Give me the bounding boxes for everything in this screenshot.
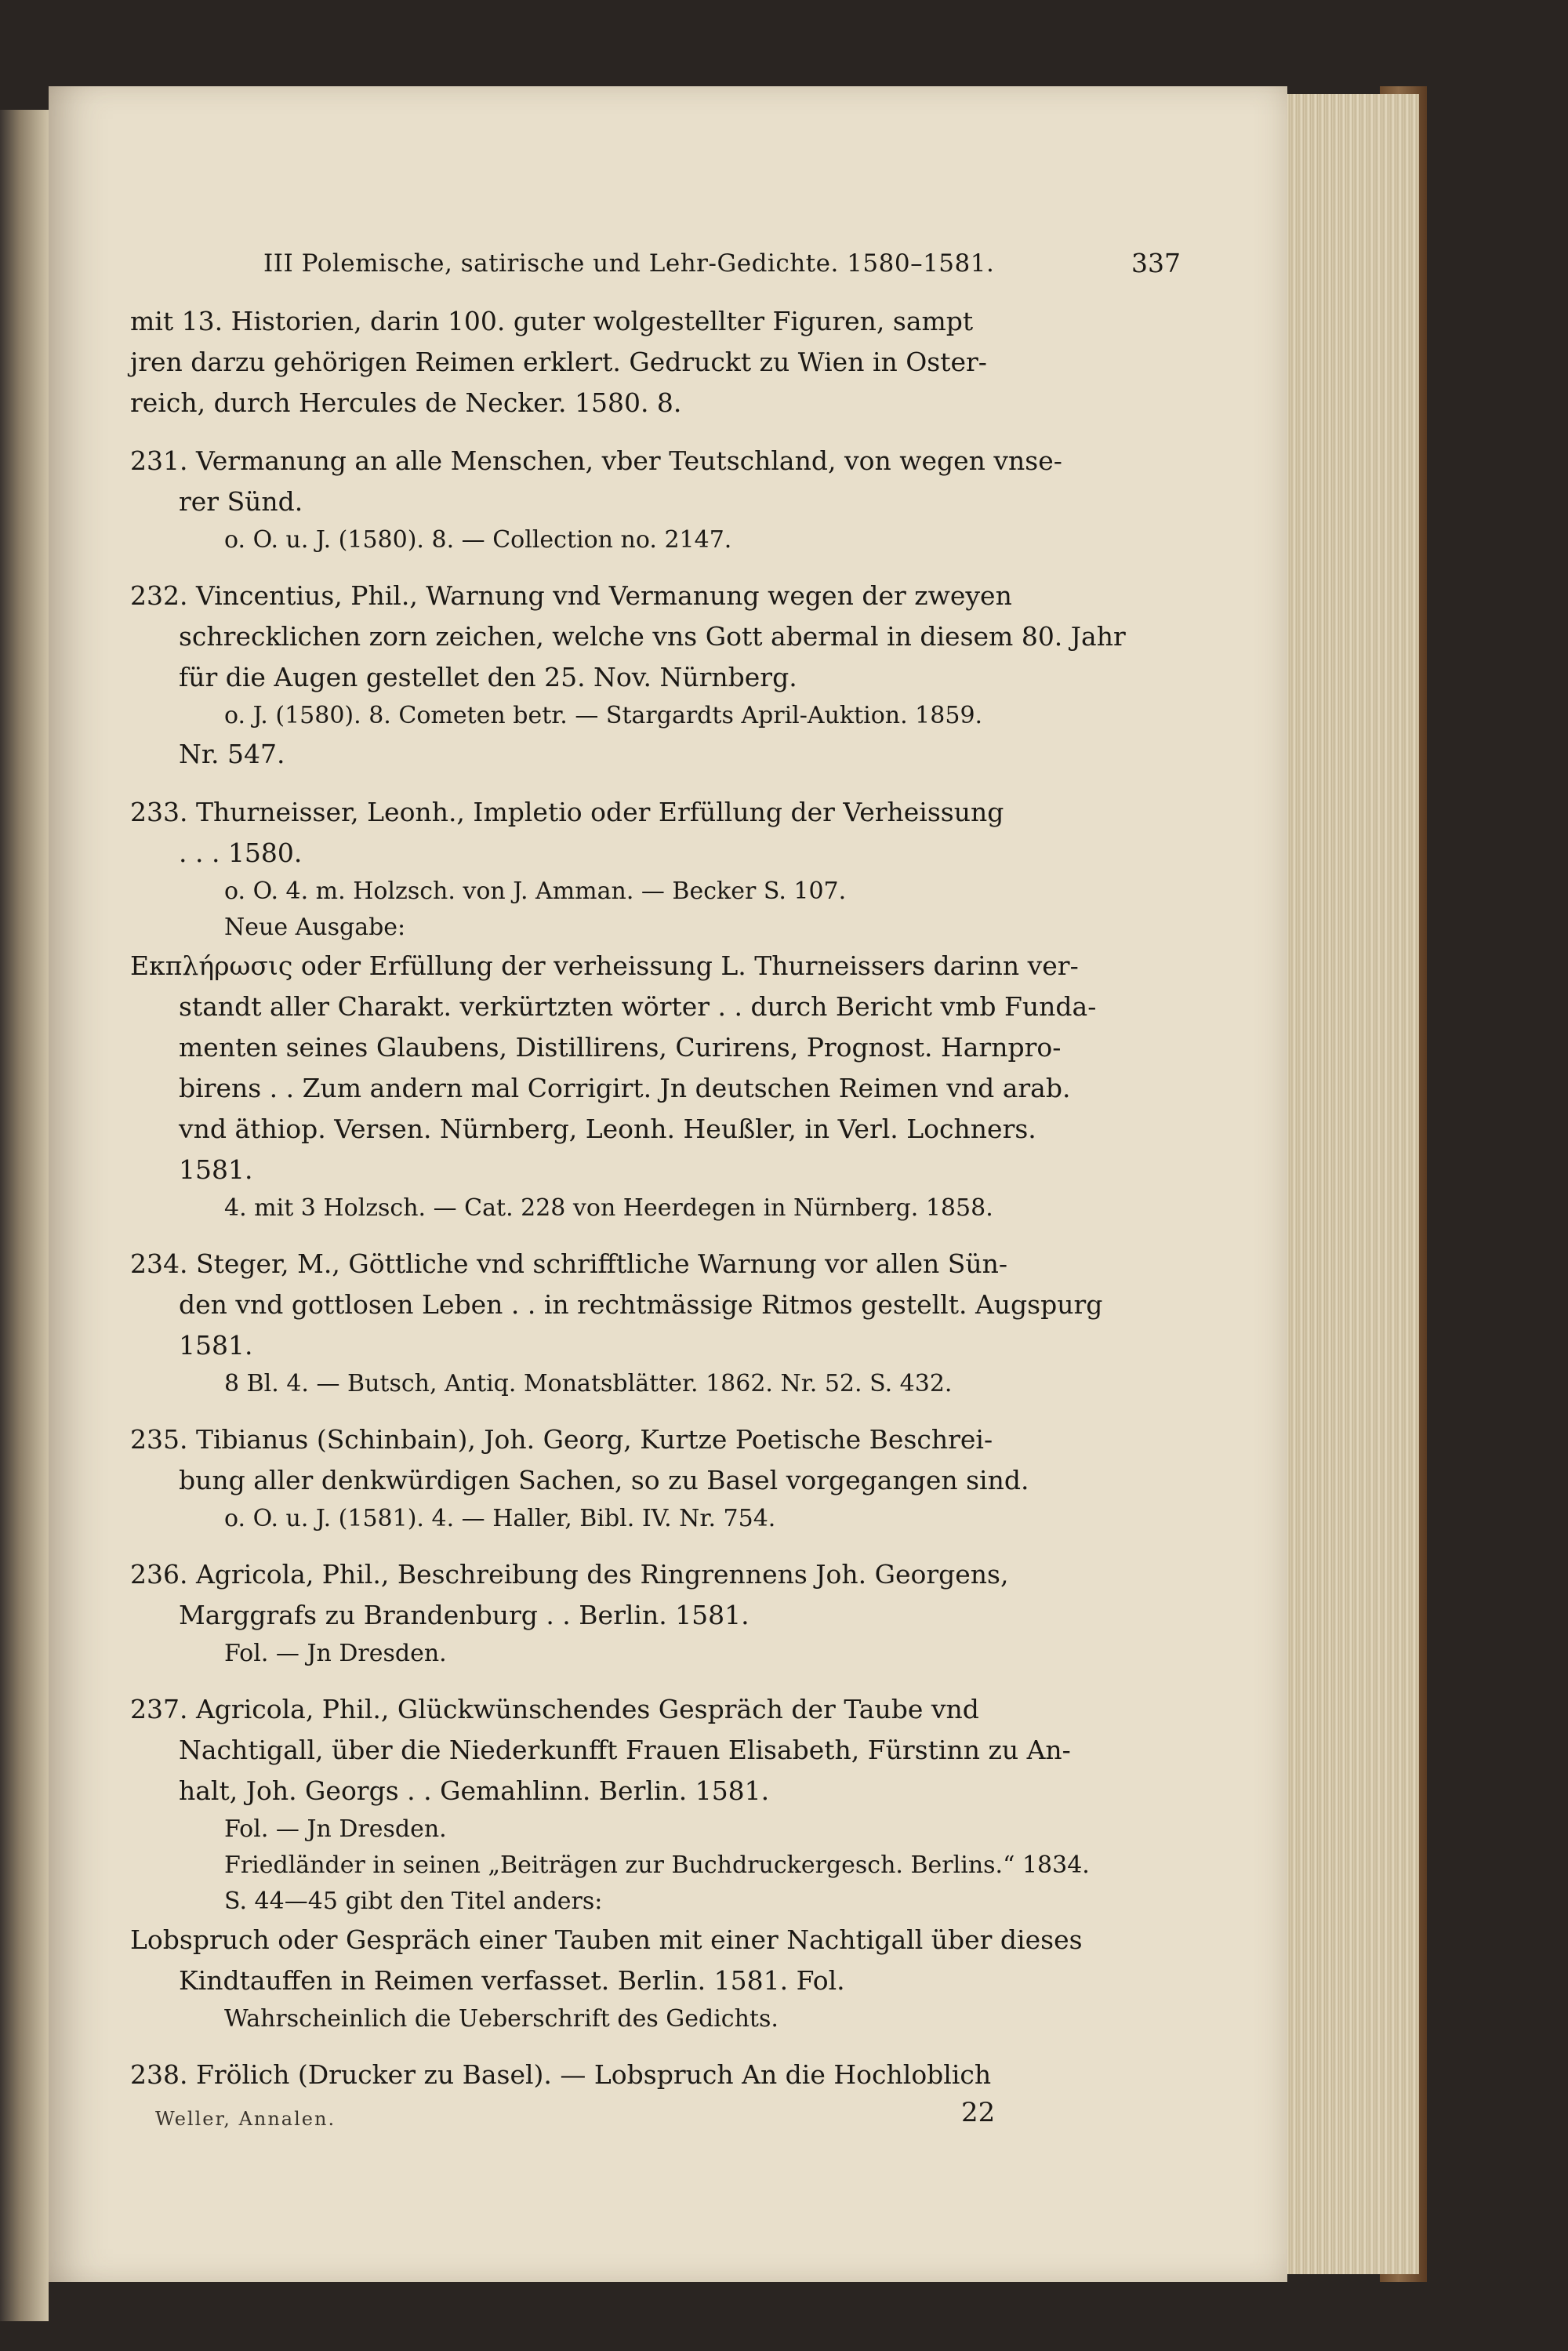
text-line: birens . . Zum andern mal Corrigirt. Jn deutschen Reimen vnd arab.	[179, 1073, 1071, 1103]
text-line: standt aller Charakt. verkürtzten wörter . . durch Bericht vmb Funda-	[179, 991, 1097, 1022]
text-line: für die Augen gestellet den 25. Nov. Nürnberg.	[179, 662, 797, 692]
text-line: vnd äthiop. Versen. Nürnberg, Leonh. Heußler, in Verl. Lochners.	[179, 1114, 1036, 1144]
text-line: 235. Tibianus (Schinbain), Joh. Georg, Kurtze Poetische Beschrei-	[130, 1424, 993, 1455]
text-line: 236. Agricola, Phil., Beschreibung des Ringrennens Joh. Georgens,	[130, 1559, 1009, 1590]
text-line: 234. Steger, M., Göttliche vnd schrifftliche Warnung vor allen Sün-	[130, 1248, 1008, 1279]
note-line: o. J. (1580). 8. Cometen betr. — Stargardts April-Auktion. 1859.	[224, 702, 983, 729]
page-text	[130, 243, 1181, 2138]
text-line: rer Sünd.	[179, 486, 303, 517]
sheet-number: 22	[961, 2097, 996, 2128]
continuation-block	[130, 301, 1181, 423]
note-line: Fol. — Jn Dresden.	[224, 1640, 447, 1667]
note-line: Neue Ausgabe:	[224, 914, 406, 941]
note-line: Nr. 547.	[179, 739, 285, 769]
entry-235	[130, 1419, 1181, 1537]
text-line: 1581.	[179, 1154, 253, 1185]
entry-232	[130, 576, 1181, 775]
text-line: 233. Thurneisser, Leonh., Impletio oder Erfüllung der Verheissung	[130, 797, 1004, 827]
facing-page-edge	[0, 110, 49, 2321]
text-line: Nachtigall, über die Niederkunfft Frauen Elisabeth, Fürstinn zu An-	[179, 1735, 1071, 1765]
running-header	[130, 243, 1181, 290]
text-line: 231. Vermanung an alle Menschen, vber Teutschland, von wegen vnse-	[130, 445, 1062, 476]
note-line: Wahrscheinlich die Ueberschrift des Gedichts.	[224, 2005, 779, 2033]
entry-238	[130, 2055, 1181, 2095]
text-line: schrecklichen zorn zeichen, welche vns Gott abermal in diesem 80. Jahr	[179, 621, 1126, 652]
text-line: jren darzu gehörigen Reimen erklert. Gedruckt zu Wien in Oster-	[130, 347, 987, 377]
entry-236	[130, 1554, 1181, 1672]
printer-signature: Weller, Annalen.	[155, 2108, 336, 2130]
note-line: Friedländer in seinen „Beiträgen zur Buchdruckergesch. Berlins.“ 1834.	[224, 1851, 1090, 1879]
text-line: Marggrafs zu Brandenburg . . Berlin. 1581.	[179, 1600, 750, 1630]
note-line: 8 Bl. 4. — Butsch, Antiq. Monatsblätter. 1862. Nr. 52. S. 432.	[224, 1370, 953, 1397]
page-number: 337	[1131, 248, 1181, 278]
text-line: Kindtauffen in Reimen verfasset. Berlin. 1581. Fol.	[179, 1965, 845, 1996]
text-line: mit 13. Historien, darin 100. guter wolgestellter Figuren, sampt	[130, 306, 974, 336]
note-line: S. 44—45 gibt den Titel anders:	[224, 1888, 603, 1915]
text-line: bung aller denkwürdigen Sachen, so zu Basel vorgegangen sind.	[179, 1465, 1029, 1495]
page-footer	[130, 2098, 1181, 2138]
text-line: halt, Joh. Georgs . . Gemahlinn. Berlin. 1581.	[179, 1775, 770, 1806]
text-line: . . . 1580.	[179, 838, 303, 868]
entry-231	[130, 441, 1181, 558]
text-line: menten seines Glaubens, Distillirens, Curirens, Prognost. Harnpro-	[179, 1032, 1062, 1063]
entry-234	[130, 1244, 1181, 1402]
text-line: 1581.	[179, 1330, 253, 1361]
entry-237	[130, 1689, 1181, 2037]
note-line: 4. mit 3 Holzsch. — Cat. 228 von Heerdegen in Nürnberg. 1858.	[224, 1194, 993, 1222]
entry-233	[130, 792, 1181, 1226]
text-line: 238. Frölich (Drucker zu Basel). — Lobspruch An die Hochloblich	[130, 2059, 992, 2090]
text-line: 232. Vincentius, Phil., Warnung vnd Vermanung wegen der zweyen	[130, 580, 1012, 611]
text-line: reich, durch Hercules de Necker. 1580. 8.	[130, 387, 682, 418]
note-line: Fol. — Jn Dresden.	[224, 1815, 447, 1843]
text-line: 237. Agricola, Phil., Glückwünschendes Gespräch der Taube vnd	[130, 1694, 979, 1724]
header-title: III Polemische, satirische und Lehr-Gedichte. 1580–1581.	[263, 249, 995, 278]
note-line: o. O. u. J. (1580). 8. — Collection no. 2147.	[224, 526, 732, 554]
text-line: Εκπλήρωσις oder Erfüllung der verheissung L. Thurneissers darinn ver-	[130, 950, 1079, 981]
text-line: Lobspruch oder Gespräch einer Tauben mit einer Nachtigall über dieses	[130, 1924, 1083, 1955]
note-line: o. O. 4. m. Holzsch. von J. Amman. — Becker S. 107.	[224, 878, 847, 905]
note-line: o. O. u. J. (1581). 4. — Haller, Bibl. IV. Nr. 754.	[224, 1505, 776, 1532]
text-line: den vnd gottlosen Leben . . in rechtmässige Ritmos gestellt. Augspurg	[179, 1289, 1103, 1320]
book-page	[49, 86, 1287, 2282]
